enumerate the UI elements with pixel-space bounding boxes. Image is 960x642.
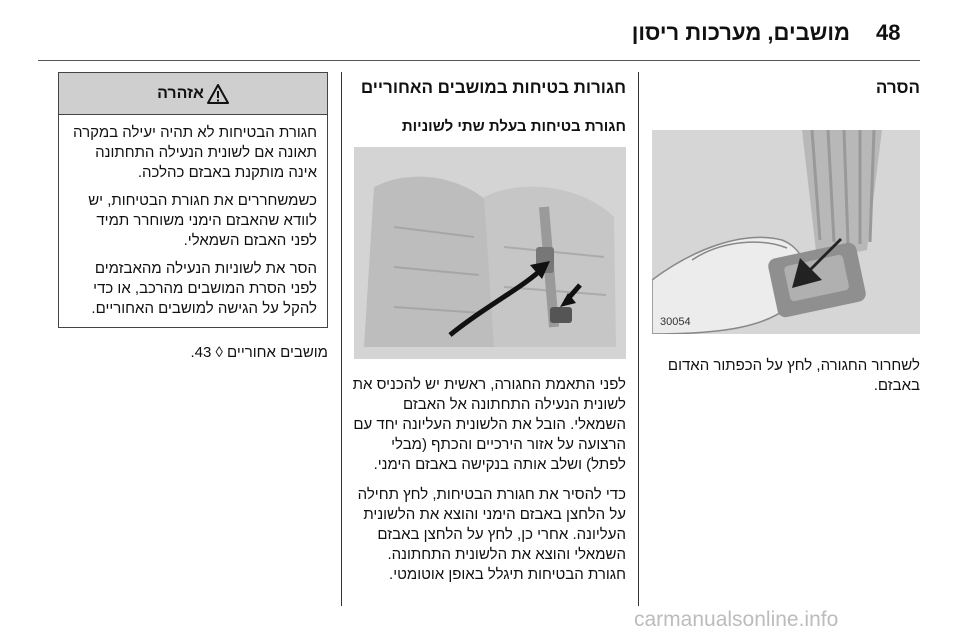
header-rule <box>38 60 920 61</box>
section-heading-removal: הסרה <box>875 78 920 97</box>
warning-triangle-icon <box>207 84 229 104</box>
buckle-release-photo <box>652 130 920 334</box>
watermark: carmanualsonline.info <box>634 608 839 631</box>
column-divider-right <box>638 72 639 606</box>
middle-column <box>352 72 626 585</box>
fastening-instructions: לפני התאמת החגורה, ראשית יש להכניס את לשונית הנעילה התחתונה אל האבזם השמאלי. הובל את הלשונית העליונה יחד עם הרצועה על אזור הירכיים והכתף (מבלי לפתל) ושלב אותה בנקישה באבזם הימני. <box>352 376 626 473</box>
column-divider-left <box>341 72 342 606</box>
running-title: מושבים, מערכות ריסון <box>631 20 850 45</box>
warning-body <box>59 115 327 327</box>
buckle-release-illustration <box>652 130 920 334</box>
removal-caption: לשחרור החגורה, לחץ על הכפתור האדום באבזם. <box>667 357 920 394</box>
warning-paragraph: הסר את לשוניות הנעילה מהאבזמים לפני הסרת המושבים מהרכב, או כדי להקל על הגישה למושבים האחוריים. <box>91 260 317 317</box>
rear-seat-belt-illustration <box>354 147 626 359</box>
warning-title: אזהרה <box>157 84 204 102</box>
right-column <box>652 72 920 396</box>
page-number: 48 <box>876 20 901 45</box>
subheading-two-tongue-belt: חגורת בטיחות בעלת שתי לשוניות <box>401 118 626 135</box>
release-instructions: כדי להסיר את חגורת הבטיחות, לחץ תחילה על הלחצן באבזם הימני והוצא את הלשונית העליונה. אחרי כן, לחץ על הלחצן באבזם השמאלי והוצא את הלשונית התחתונה. חגורת הבטיחות תיגלל באופן אוטומטי. <box>357 486 626 583</box>
warning-paragraph: כשמשחררים את חגורת הבטיחות, יש לוודא שהאבזם הימני משוחרר תמיד לפני האבזם השמאלי. <box>88 192 317 249</box>
rear-seat-belt-photo <box>354 147 626 359</box>
warning-header <box>59 73 327 115</box>
photo-reference-number: 30054 <box>660 316 691 328</box>
cross-reference: מושבים אחוריים ◊ 43. <box>190 344 328 361</box>
section-heading-rear-belts: חגורות בטיחות במושבים האחוריים <box>360 78 626 97</box>
left-column <box>58 72 328 361</box>
warning-paragraph: חגורת הבטיחות לא תהיה יעילה במקרה תאונה אם לשונית הנעילה התחתונה אינה מותקנת באבזם כהלכה. <box>73 124 317 181</box>
warning-box <box>58 72 328 328</box>
